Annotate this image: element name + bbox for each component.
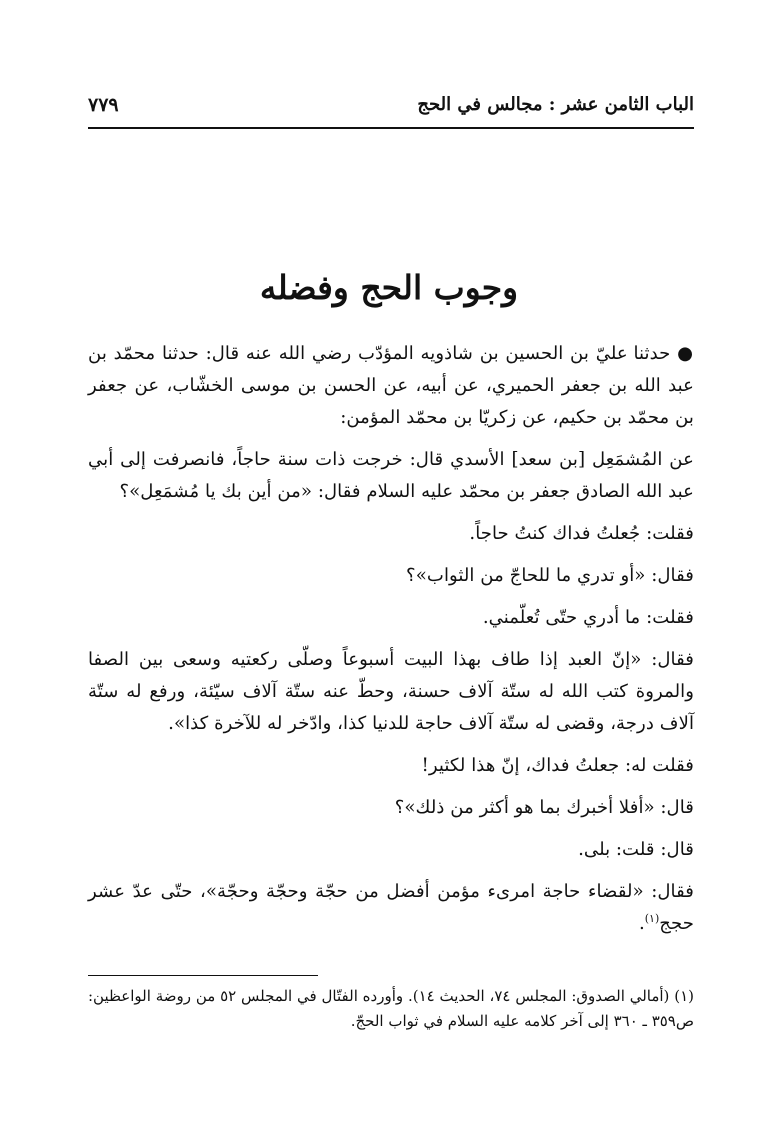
final-period: . (638, 913, 645, 934)
footnote-rule (88, 975, 318, 976)
paragraph-narration: عن المُشمَعِل [بن سعد] الأسدي قال: خرجت ذات سنة حاجاً، فانصرفت إلى أبي عبد الله الصادق جعفر بن محمّد عليه السلام فقال: «من أين بك يا مُشمَعِل»؟ (88, 449, 694, 502)
paragraph-hadith: فقال: «إنّ العبد إذا طاف بهذا البيت أسبوعاً وصلّى ركعتيه وسعى بين الصفا والمروة كتب الله له ستّة آلاف حسنة، وحطّ عنه ستّة آلاف سيّئة، ورفع له ستّة آلاف درجة، وقضى له ستّة آلاف حاجة للدنيا كذا، وادّخر له للآخرة كذا». (88, 649, 694, 734)
paragraph-reply-4: قال: قلت: بلى. (578, 839, 694, 860)
body-text (88, 338, 694, 950)
footnote-marker[interactable]: (١) (644, 911, 660, 925)
paragraph-reply-2: فقلت: ما أدري حتّى تُعلّمني. (482, 607, 694, 628)
footnote-text: (١) (أمالي الصدوق: المجلس ٧٤، الحديث ١٤). وأورده الفتّال في المجلس ٥٢ من روضة الواعظين: ص٣٥٩ ـ ٣٦٠ إلى آخر كلامه عليه السلام في ثواب الحجّ. (88, 987, 694, 1030)
header-rule (88, 127, 694, 129)
paragraph-final (88, 876, 694, 940)
paragraph-reply-1: فقلت: جُعلتُ فداك كنتُ حاجاً. (469, 523, 694, 544)
section-title: وجوب الحج وفضله (259, 268, 519, 307)
final-text: فقال: «لقضاء حاجة امرىء مؤمن أفضل من حجّة وحجّة وحجّة»، حتّى عدّ عشر حجج (88, 881, 694, 934)
running-header (88, 92, 694, 126)
paragraph-isnad: ● حدثنا عليّ بن الحسين بن شاذويه المؤدّب رضي الله عنه قال: حدثنا محمّد بن عبد الله بن جعفر الحميري، عن أبيه، عن الحسن بن موسى الخشّاب، عن جعفر بن محمّد بن حكيم، عن زكريّا بن محمّد المؤمن: (88, 338, 694, 434)
paragraph-question-1: فقال: «أو تدري ما للحاجّ من الثواب»؟ (406, 565, 694, 586)
paragraph-reply-3: فقلت له: جعلتُ فداك، إنّ هذا لكثير! (421, 755, 694, 776)
chapter-title: الباب الثامن عشر : مجالس في الحج (417, 94, 694, 115)
page-number: ٧٧٩ (88, 94, 119, 116)
paragraph-question-2: قال: «أفلا أخبرك بما هو أكثر من ذلك»؟ (394, 797, 694, 818)
